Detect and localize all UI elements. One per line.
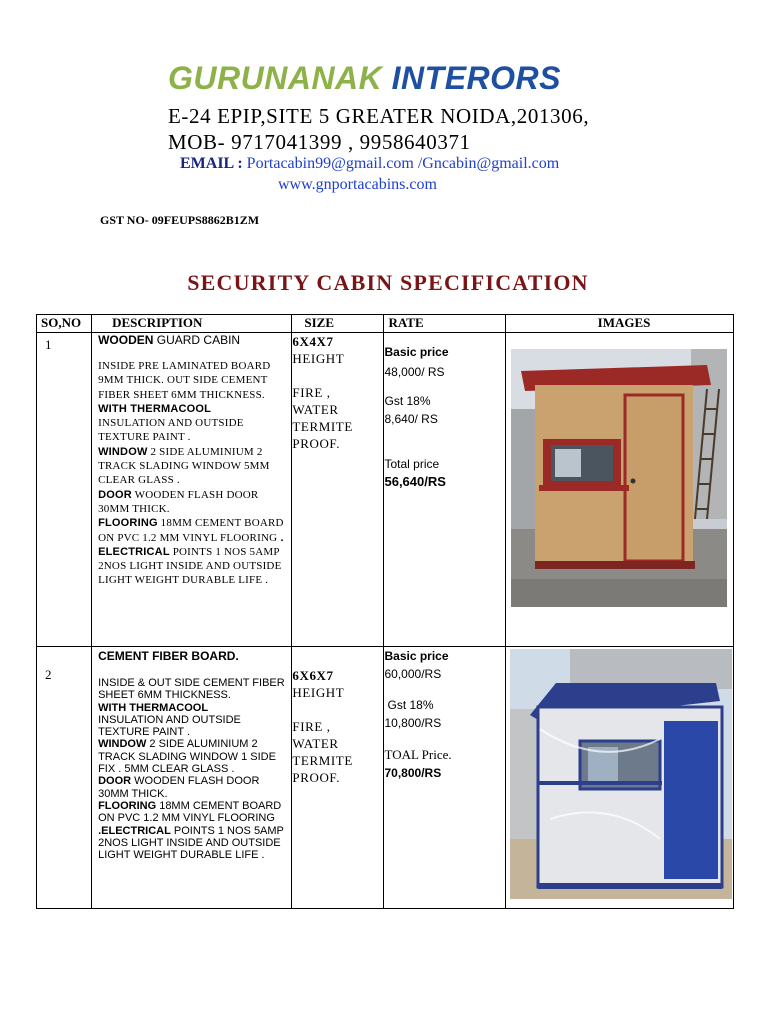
size-water: WATER xyxy=(292,736,339,751)
cement-board-cabin-photo xyxy=(510,649,732,899)
rate-cell xyxy=(384,647,505,909)
rate-total: 70,800/RS xyxy=(384,766,442,780)
desc-door: WOODEN FLASH DOOR 30MM THICK. xyxy=(98,775,260,800)
desc-electrical-label: ELECTRICAL xyxy=(98,545,170,558)
size-height: HEIGHT xyxy=(292,685,345,700)
desc-door-label: DOOR xyxy=(98,488,132,501)
description-text xyxy=(98,677,291,861)
desc-insulation-label: WITH THERMACOOL xyxy=(98,402,212,415)
desc-window-label: WINDOW xyxy=(98,445,148,458)
specification-table xyxy=(36,314,734,909)
size-water: WATER xyxy=(292,402,339,417)
document-title: SECURITY CABIN SPECIFICATION xyxy=(187,270,589,295)
size-proof: PROOF. xyxy=(292,436,341,451)
description-title xyxy=(98,333,291,347)
desc-flooring-end: . xyxy=(277,531,284,544)
rate-gst: 8,640/ RS xyxy=(384,412,438,426)
rate-basic-label: Basic price xyxy=(384,649,449,663)
desc-shell: INSIDE PRE LAMINATED BOARD 9MM THICK. OUT SIDE CEMENT FIBER SHEET 6MM THICKNESS. xyxy=(98,360,271,401)
desc-flooring: 18MM CEMENT BOARD ON PVC 1.2 MM VINYL FLOORING xyxy=(98,517,284,544)
row-number: 1 xyxy=(37,333,92,647)
desc-electrical: POINTS 1 NOS 5AMP 2NOS LIGHT INSIDE AND OUTSIDE LIGHT WEIGHT DURABLE LIFE . xyxy=(98,545,282,587)
desc-insulation: INSULATION AND OUTSIDE TEXTURE PAINT . xyxy=(98,713,241,739)
description-cell xyxy=(92,333,292,647)
desc-window-label: WINDOW xyxy=(98,738,147,751)
description-title: CEMENT FIBER BOARD. xyxy=(98,649,239,663)
desc-insulation: INSULATION AND OUTSIDE TEXTURE PAINT . xyxy=(98,417,244,444)
gst-number: GST NO- 09FEUPS8862B1ZM xyxy=(100,213,260,227)
description-text xyxy=(98,359,291,588)
rate-basic: 48,000/ RS xyxy=(384,365,445,379)
size-dimensions: 6X6X7 xyxy=(292,668,334,683)
description-cell xyxy=(92,647,292,909)
desc-insulation-label: WITH THERMACOOL xyxy=(98,701,209,714)
company-address: E-24 EPIP,SITE 5 GREATER NOIDA,201306, xyxy=(168,104,590,128)
desc-electrical: POINTS 1 NOS 5AMP 2NOS LIGHT INSIDE AND OUTSIDE LIGHT WEIGHT DURABLE LIFE . xyxy=(98,824,284,862)
size-termite: TERMITE xyxy=(292,753,353,768)
company-name-part1: GURUNANAK xyxy=(168,60,383,96)
image-cell xyxy=(505,647,733,909)
desc-window: 2 SIDE ALUMINIUM 2 TRACK SLADING WINDOW 5MM CLEAR GLASS . xyxy=(98,445,270,487)
header-size: SIZE xyxy=(292,315,384,333)
email-value[interactable]: Portacabin99@gmail.com /Gncabin@gmail.com xyxy=(246,155,560,172)
row-number: 2 xyxy=(37,647,92,909)
desc-flooring: 18MM CEMENT BOARD ON PVC 1.2 MM VINYL FLOORING xyxy=(98,799,282,825)
rate-gst: 10,800/RS xyxy=(384,716,442,730)
header-images: IMAGES xyxy=(505,315,733,333)
desc-door: WOODEN FLASH DOOR 30MM THICK. xyxy=(98,488,259,515)
table-header-row xyxy=(37,315,734,333)
desc-door-label: DOOR xyxy=(98,775,132,788)
size-dimensions: 6X4X7 xyxy=(292,334,334,349)
size-fire: FIRE , xyxy=(292,385,331,400)
company-website[interactable]: www.gnportacabins.com xyxy=(278,176,437,193)
company-name-part2: INTERORS xyxy=(391,60,561,96)
header-sno: SO,NO xyxy=(37,315,92,333)
rate-total-label: Total price xyxy=(384,457,440,471)
description-title-rest: GUARD CABIN xyxy=(153,333,241,347)
size-fire: FIRE , xyxy=(292,719,331,734)
size-termite: TERMITE xyxy=(292,419,353,434)
description-title-bold: WOODEN xyxy=(98,333,154,347)
size-cell xyxy=(292,647,384,909)
header-rate: RATE xyxy=(384,315,505,333)
email-label: EMAIL : xyxy=(180,155,243,172)
table-row xyxy=(37,647,734,909)
rate-cell xyxy=(384,333,505,647)
header-description: DESCRIPTION xyxy=(92,315,292,333)
desc-electrical-label: .ELECTRICAL xyxy=(98,824,171,837)
size-proof: PROOF. xyxy=(292,770,341,785)
size-cell xyxy=(292,333,384,647)
rate-total: 56,640/RS xyxy=(384,474,446,489)
wooden-cabin-photo xyxy=(511,349,727,607)
rate-gst-label: Gst 18% xyxy=(387,698,434,712)
rate-basic: 60,000/RS xyxy=(384,667,442,681)
desc-window: 2 SIDE ALUMINIUM 2 TRACK SLADING WINDOW 1 SIDE FIX . 5MM CLEAR GLASS . xyxy=(98,738,276,776)
company-mobile: MOB- 9717041399 , 9958640371 xyxy=(168,130,471,154)
rate-basic-label: Basic price xyxy=(384,345,449,359)
desc-flooring-label: FLOORING xyxy=(98,517,158,530)
desc-flooring-label: FLOORING xyxy=(98,799,157,812)
desc-shell: INSIDE & OUT SIDE CEMENT FIBER SHEET 6MM THICKNESS. xyxy=(98,677,285,702)
company-name xyxy=(168,60,561,97)
table-row xyxy=(37,333,734,647)
rate-total-label: TOAL Price. xyxy=(384,747,452,762)
rate-gst-label: Gst 18% xyxy=(384,394,431,408)
size-height: HEIGHT xyxy=(292,351,345,366)
company-email xyxy=(180,155,559,173)
image-cell xyxy=(505,333,733,647)
